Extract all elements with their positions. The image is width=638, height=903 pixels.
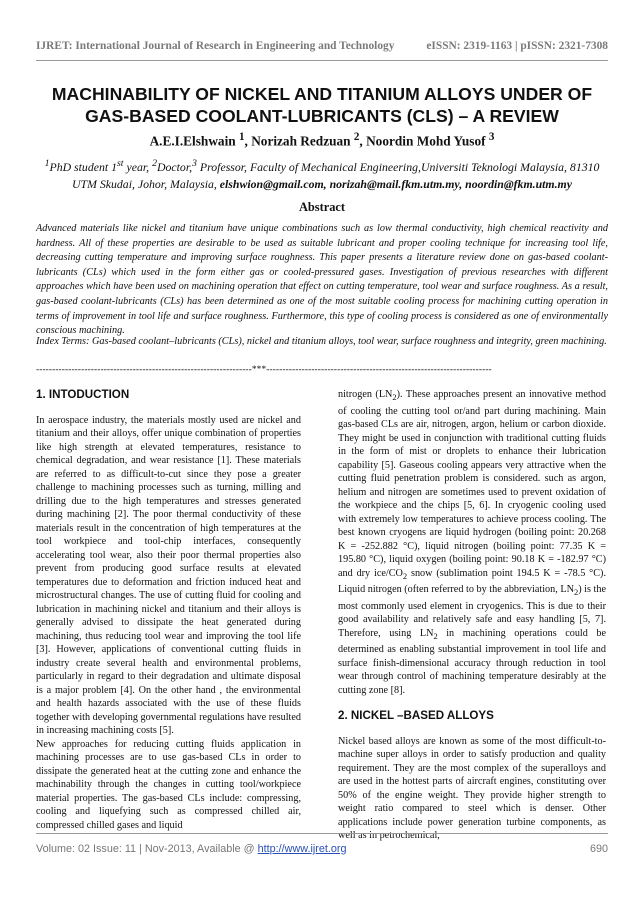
subscript: 2 [392, 392, 397, 403]
body-paragraph: New approaches for reducing cutting fluids application in machining processes are to use gas-based CLs in order to dissipate the generated heat at the cutting zone and enhance the machinability through the changes in cutting tool/workpiece material properties. The gas-based CLs include: compressing, cooling and liquefying such as compressed chilled air, compressed chilled gases and liquid [36, 738, 301, 831]
affil-text: PhD student 1 [49, 159, 117, 174]
subscript: 2 [433, 630, 438, 641]
footer-volume-text: Volume: 02 Issue: 11 | Nov-2013, Available @ [36, 843, 258, 855]
author-emails: elshwion@gmail.com, norizah@mail.fkm.utm.my, noordin@fkm.utm.my [219, 176, 572, 191]
abstract-heading: Abstract [298, 200, 346, 214]
author-index: 1 [238, 131, 245, 143]
page-footer [36, 843, 608, 855]
journal-header [36, 40, 608, 52]
left-column [36, 388, 301, 832]
affil-index: 1 [44, 158, 50, 169]
text-run: ) is the most commonly used element in cryogenics. This is due to their good availability and relatively safe and easy handling [5, 7]. Therefore, using LN [338, 584, 606, 639]
journal-name: IJRET: International Journal of Research in Engineering and Technology [36, 40, 395, 52]
abstract-text: Advanced materials like nickel and titanium have unique combinations such as low thermal conductivity, high chemical reactivity and hardness. All of these properties are desirable to be used as suitable lubricant and proper cooling technique for increasing tool life, decreasing cutting temperature and improving surface roughness. This paper presents a literature review done on gas-based coolant-lubricants (CLs) which used in the form either gas or cooled-pressured gases. Investigation of previous researches with different approaches which have been used on machining operation that effect on cutting temperature, tool wear and surface roughness. As a result, gas-based coolant-lubricants (CLs) has been determined as one of the most suitable cooling process for machining cutting operation in terms of improvement in tool life and surface roughness. Furthermore, this type of cooling process is considered as one of environmentally conscious machining. [36, 223, 608, 337]
subscript: 2 [573, 587, 579, 598]
page-number: 690 [589, 843, 608, 855]
body-paragraph [338, 388, 606, 697]
index-terms: Index Terms: Gas-based coolant–lubricants (CLs), nickel and titanium alloys, tool wear, surface roughness and integrity, green machining. [36, 336, 607, 347]
text-run: ). These approaches present an innovative method of cooling the cutting tool or/and part during machining. Main gas-based CLs are air, nitrogen, argon, helium or carbon dioxide. They might be used in conjunction with traditional cutting fluids in the form of mist or droplets to enhance their lubrication capability [5]. Gaseous cooling appears very attractive when the cutting fluid penetration problem is considered. such as argon, helium and nitrogen are sometimes used to prevent oxidation of the workpiece and the chips [5, 6]. In cryogenic cooling used with extremely low temperatures to achieve process cooling. The best known cryogens are liquid hydrogen (boiling point: 20.268 K = -252.882 °C), liquid nitrogen (boiling point: 77.35 K = 195.80 °C), liquid oxygen (boiling point: 90.18 K = -182.97 °C) and dry ice/CO [338, 389, 606, 579]
author-index: 2 [353, 131, 360, 143]
author-name: Noordin Mohd Yusof [366, 133, 486, 149]
section-heading: 1. INTODUCTION [36, 388, 130, 401]
paper-title: MACHINABILITY OF NICKEL AND TITANIUM ALLOYS UNDER OF GAS-BASED COOLANT-LUBRICANTS (CLS) – A REVIEW [51, 84, 593, 126]
affiliation [36, 155, 608, 193]
body-paragraph: In aerospace industry, the materials mostly used are nickel and titanium and their alloys, offer unique combination of properties like high strength at elevated temperatures, resistance to chemical degradation, and wear resistance [1]. These materials are referred to as difficult-to-cut since they pose a greater challenge to machining processes such as turning, milling and drilling due to the high temperatures and stresses generated during machining [2]. The poor thermal conductivity of these materials result in the concentration of high temperatures at the tool workpiece and tool-chip interfaces, consequently accelerating tool wear, also their poor thermal properties also prevent from producing good surface results at elevated temperatures due to deformation and friction induced heat and microstructural changes. The use of cutting fluid for cooling and lubrication in machining nickel and titanium and their alloys is generally advised to dissipate the heat generated during machining, thus reducing tool wear and improving the tool life [3]. However, applications of conventional cutting fluids in industry create several health and environmental problems, particularly in regard to their degradation and ultimate disposal is a major problem [4]. On the other hand , the environmental and health hazards associated with the use of these fluids together with developing governmental regulations have resulted in increasing machining costs [5]. [36, 414, 301, 736]
header-divider [36, 60, 608, 61]
footer-volume [36, 843, 346, 855]
author-name: Norizah Redzuan [251, 133, 351, 149]
journal-link[interactable]: http://www.ijret.org [257, 843, 347, 855]
author-list: A.E.I.Elshwain $^1$, Norizah Redzuan $^2$, Noordin Mohd Yusof $^3$ [149, 131, 495, 149]
text-run: in machining operations could be determined as enabling substantial improvement in tool life and surface finish-dimensional accuracy through reduction in tool wear through control of machining temperature desirably at the cutting zone [8]. [338, 627, 606, 696]
footer-divider [36, 833, 608, 834]
text-run: snow (sublimation point 194.5 K = -78.5 °C). Liquid nitrogen (often referred to by the abbreviation, LN [338, 567, 606, 596]
body-paragraph: Nickel based alloys are known as some of the most difficult-to-machine super alloys in order to satisfy production and quality requirement. They are the most complex of the superalloys and are used in the hottest parts of aircraft engines, constituting over 50% of the engine weight. They provide higher strength to weight ratio compared to steel which is denser. Other applications include power generation turbine components, as well as in petrochemical, [338, 735, 606, 842]
affil-index: 3 [192, 158, 197, 169]
section-heading: 2. NICKEL –BASED ALLOYS [338, 709, 494, 723]
text-run: nitrogen (LN [338, 389, 393, 400]
affil-index: 2 [152, 158, 157, 169]
affil-ordinal: st [116, 158, 124, 169]
subscript: 2 [402, 570, 408, 581]
journal-issn: eISSN: 2319-1163 | pISSN: 2321-7308 [426, 40, 608, 52]
affil-text: Professor, Faculty of Mechanical Engineering,Universiti Teknologi Malaysia, 81310 UTM Skudai, Johor, Malaysia, [72, 159, 600, 191]
affil-text: Doctor, [156, 159, 193, 174]
author-name: A.E.I.Elshwain [149, 133, 236, 149]
section-separator: -------------------------------------------------------------------***---------------------------------------------------------------------- [36, 365, 492, 375]
affil-text: year, [123, 159, 153, 174]
author-index: 3 [488, 131, 495, 143]
right-column [338, 388, 606, 843]
